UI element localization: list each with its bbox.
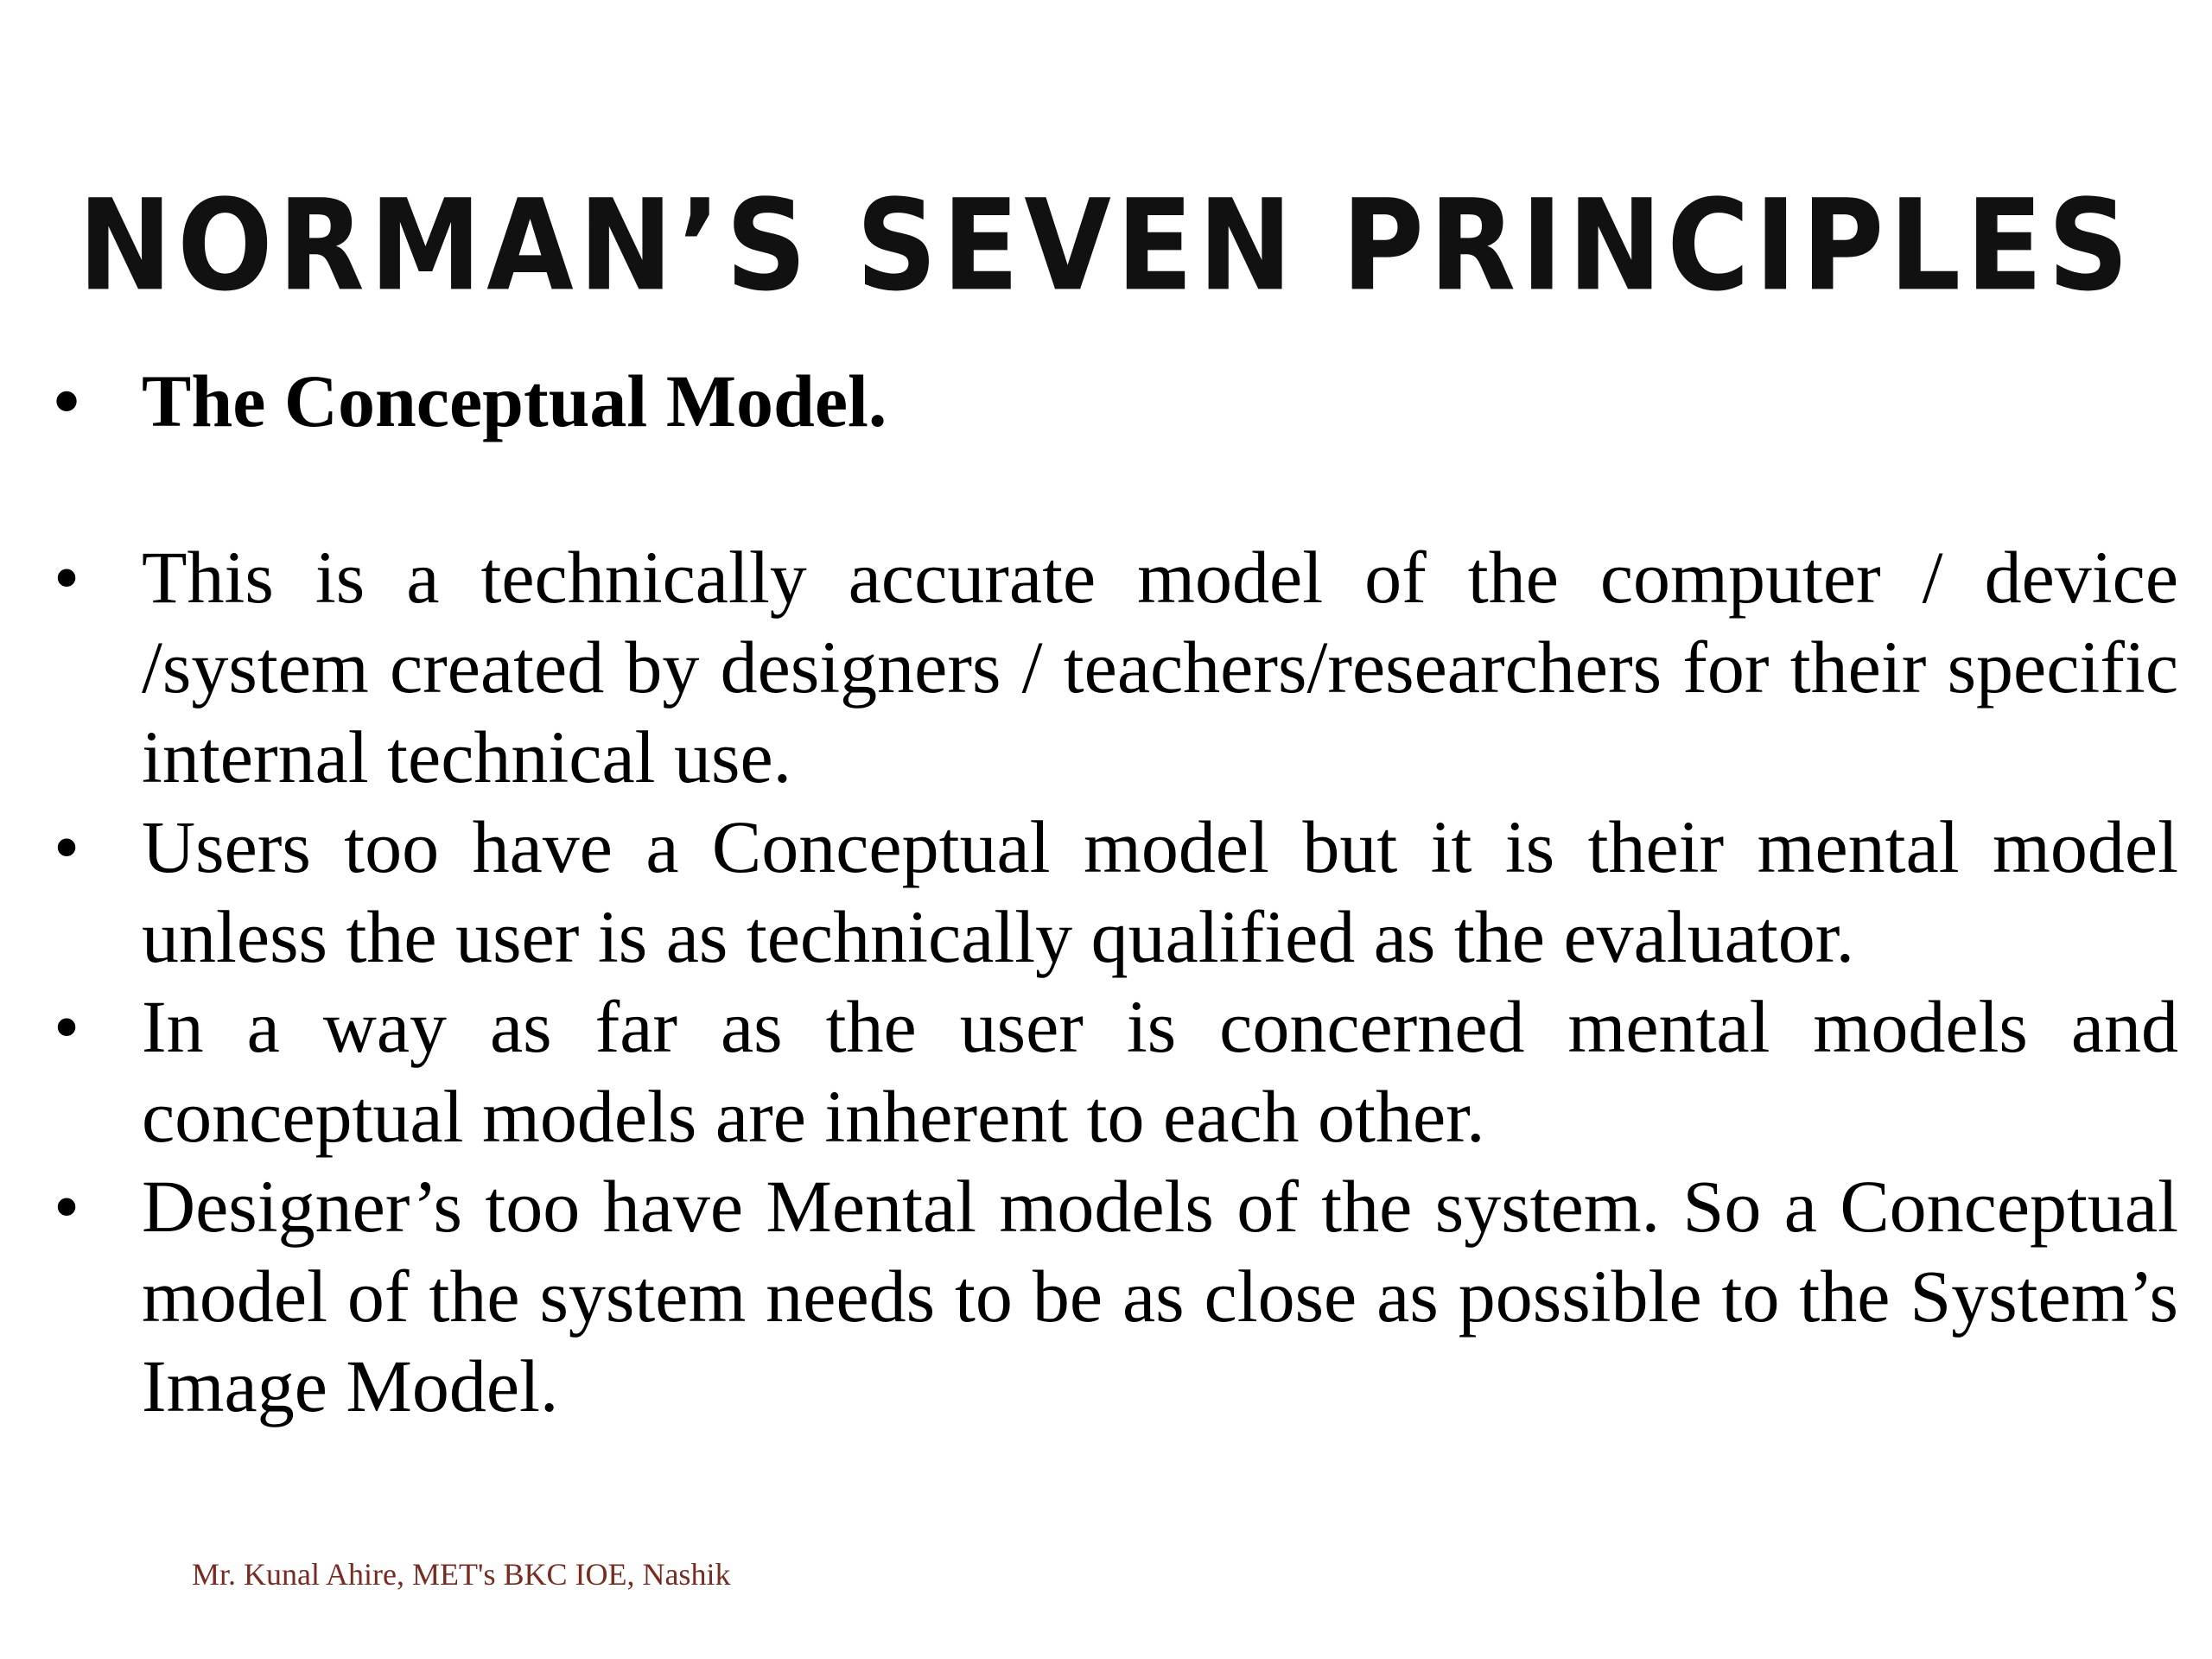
bullet-icon: • xyxy=(54,536,80,619)
bullet-text: The Conceptual Model. xyxy=(142,359,887,442)
bullet-text: Designer’s too have Mental models of the system. So a Conceptual model of the system needs to be as close as possible to the System’s Image Model. xyxy=(142,1165,2178,1427)
bullet-icon: • xyxy=(54,805,80,888)
bullet-text: This is a technically accurate model of the computer / device /system created by designers / teachers/researchers for their specific internal technical use. xyxy=(142,536,2178,798)
bullet-item xyxy=(48,982,2178,1161)
bullet-icon: • xyxy=(54,359,80,442)
bullet-item xyxy=(48,802,2178,982)
footer-credit: Mr. Kunal Ahire, MET's BKC IOE, Nashik xyxy=(192,1557,731,1592)
slide-title: NORMAN’S SEVEN PRINCIPLES xyxy=(78,171,2134,320)
bullet-icon: • xyxy=(54,1165,80,1248)
bullet-text: Users too have a Conceptual model but it is their mental model unless the user is as technically qualified as the evaluator. xyxy=(142,805,2178,978)
bullet-item-heading xyxy=(48,356,2178,446)
bullet-item xyxy=(48,1161,2178,1431)
bullet-list xyxy=(48,356,2178,1431)
bullet-text: In a way as far as the user is concerned mental models and conceptual models are inherent to each other. xyxy=(142,985,2178,1158)
bullet-icon: • xyxy=(54,985,80,1068)
bullet-item xyxy=(48,532,2178,802)
